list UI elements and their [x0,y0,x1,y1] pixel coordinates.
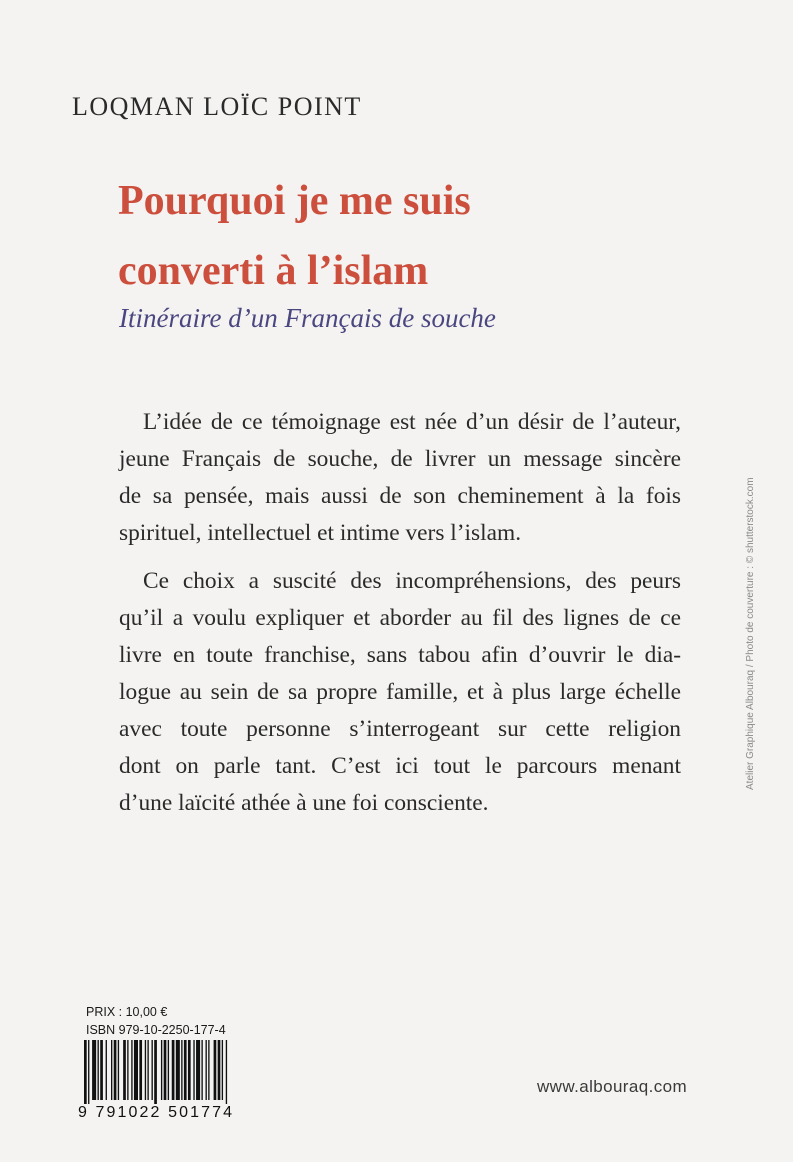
barcode-bar [98,1040,99,1100]
blurb-paragraph-2 [119,563,681,822]
book-title-line-1: Pourquoi je me suis [118,178,471,224]
barcode-bar [181,1040,182,1100]
blurb-line: dont on parle tant. C’est ici tout le parcours menant [119,753,681,779]
barcode-bar [176,1040,180,1100]
blurb-line: Ce choix a suscité des incompréhensions, des peurs [143,568,681,594]
barcode-bar [139,1040,142,1100]
barcode-bar [193,1040,194,1100]
book-title [118,166,678,306]
barcode-bar [168,1040,169,1100]
barcode-bar [208,1040,209,1100]
barcode-bar [131,1040,132,1100]
blurb-line: spirituel, intellectuel et intime vers l’islam. [119,520,522,546]
barcode-bar [145,1040,146,1100]
blurb [119,404,681,822]
barcode-bar [88,1040,89,1104]
book-title-line-2: converti à l’islam [118,248,429,294]
barcode-bar [161,1040,162,1100]
blurb-line: L’idée de ce témoignage est née d’un désir de l’auteur, [143,409,681,435]
barcode-bar [218,1040,221,1100]
author-name: LOQMAN LOÏC POINT [72,92,362,121]
price-label: PRIX : 10,00 € [86,1005,168,1019]
barcode-bar [84,1040,87,1104]
barcode-digits: 9 791022 501774 [78,1104,235,1121]
barcode-bar [201,1040,202,1100]
blurb-line: d’une laïcité athée à une foi consciente. [119,790,489,816]
barcode-bar [118,1040,119,1100]
barcode-bar [226,1040,227,1104]
blurb-line: avec toute personne s’interrogeant sur cette religion [119,716,681,742]
barcode-bar [127,1040,128,1100]
barcode-bar [172,1040,175,1100]
barcode-bar [154,1040,157,1104]
blurb-line: de sa pensée, mais aussi de son cheminement à la fois [119,483,681,509]
price-block [86,1003,226,1039]
barcode-bar [134,1040,138,1100]
publisher-website: www.albouraq.com [537,1077,688,1096]
barcode-bar [114,1040,117,1100]
barcode-bar [164,1040,167,1100]
barcode-bar [152,1040,153,1100]
blurb-line: qu’il a voulu expliquer et aborder au fil des lignes de ce [119,605,681,631]
photo-credit: Atelier Graphique Albouraq / Photo de couverture : © shutterstock.com [745,477,756,790]
blurb-line: jeune Français de souche, de livrer un message sincère [119,446,681,472]
barcode [78,1040,278,1124]
book-subtitle: Itinéraire d’un Français de souche [119,303,496,333]
isbn-label: ISBN 979-10-2250-177-4 [86,1023,226,1037]
barcode-bars-icon [78,1040,278,1104]
blurb-paragraph-1 [119,404,681,552]
barcode-bar [184,1040,187,1100]
barcode-bar [123,1040,126,1100]
barcode-bar [106,1040,107,1100]
barcode-bar [196,1040,200,1100]
barcode-bar [100,1040,103,1100]
barcode-bar [188,1040,191,1100]
barcode-bar [147,1040,148,1100]
barcode-bar [206,1040,207,1100]
blurb-line: livre en toute franchise, sans tabou afin d’ouvrir le dia- [119,642,681,668]
barcode-bar [222,1040,223,1100]
blurb-line: logue au sein de sa propre famille, et à plus large échelle [119,679,681,705]
barcode-bar [214,1040,217,1100]
barcode-bar [92,1040,96,1100]
barcode-bar [111,1040,112,1100]
